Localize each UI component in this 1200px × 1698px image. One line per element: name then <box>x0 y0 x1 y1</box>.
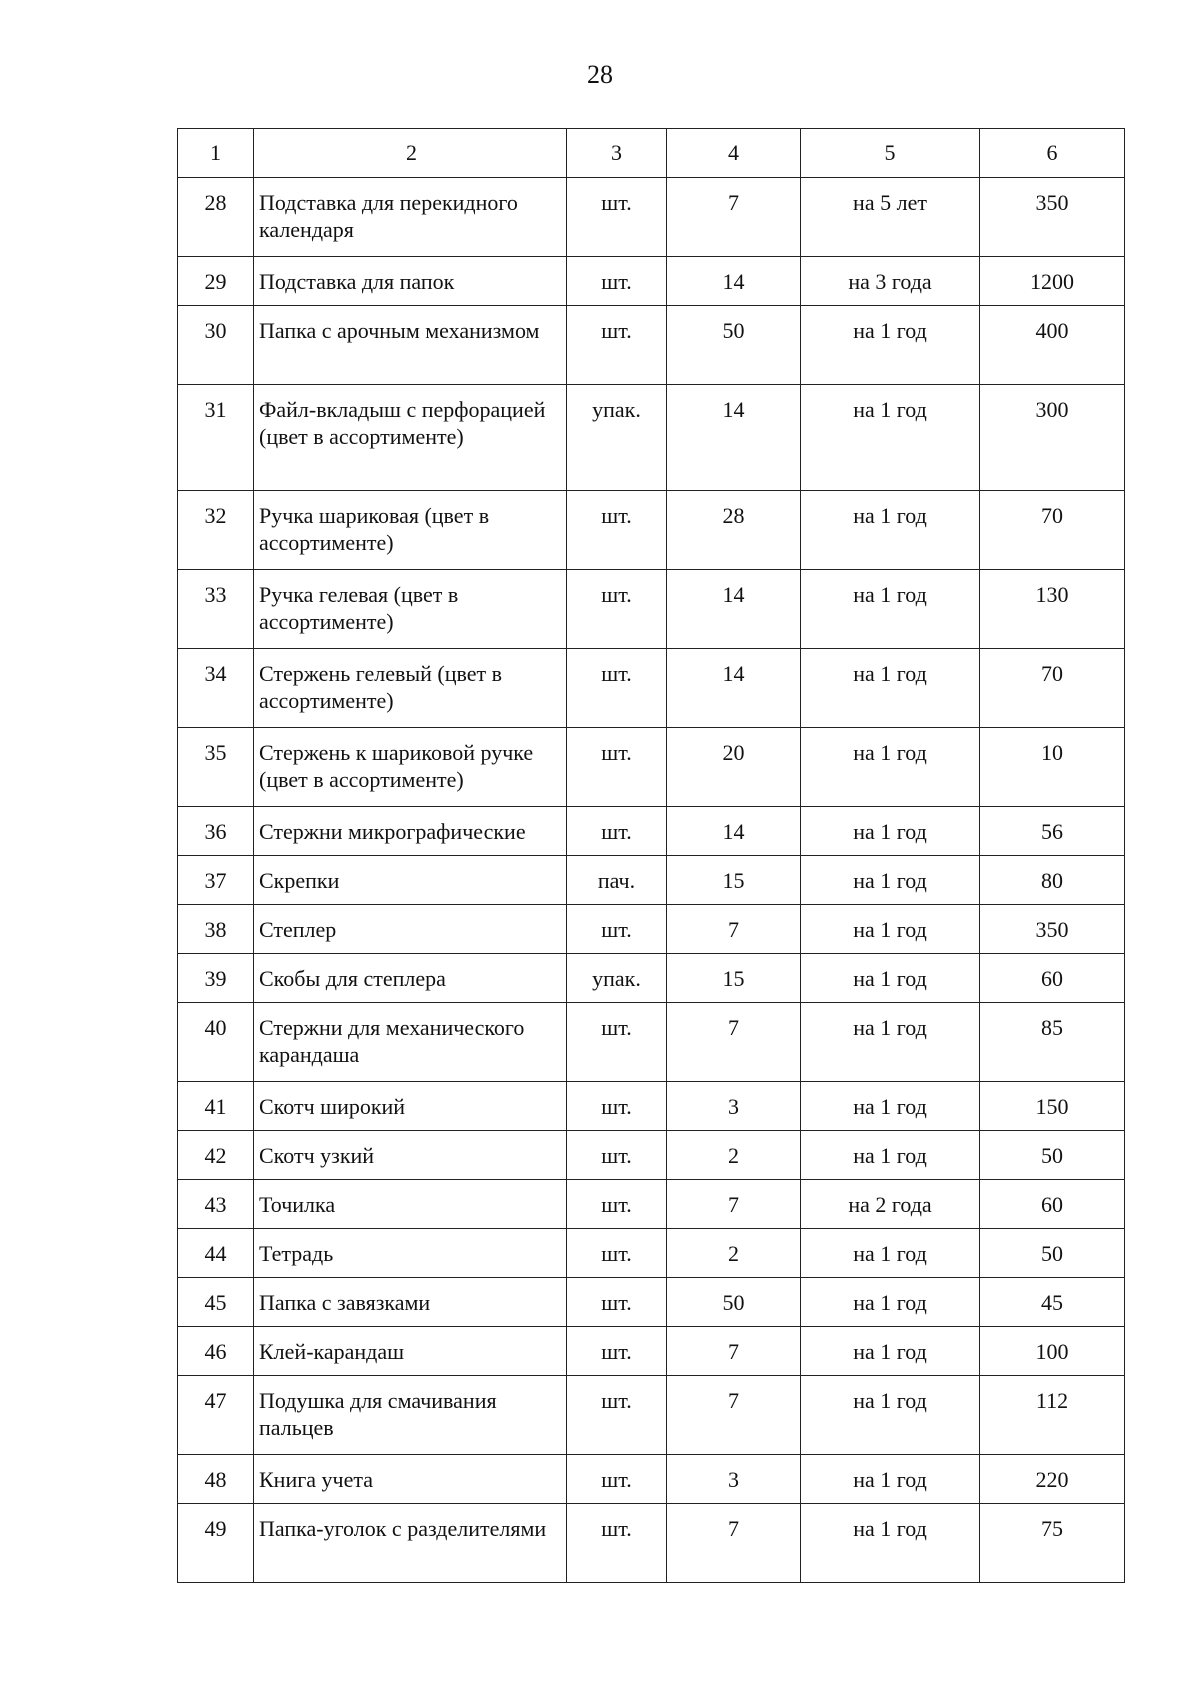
row-number-cell: 39 <box>178 954 254 1003</box>
quantity-cell: 14 <box>667 257 801 306</box>
price-cell: 50 <box>980 1131 1125 1180</box>
period-cell: на 1 год <box>801 1131 980 1180</box>
price-cell: 300 <box>980 385 1125 491</box>
table-row <box>178 728 1125 807</box>
item-name-cell: Подушка для смачивания пальцев <box>254 1376 567 1455</box>
table-row <box>178 1131 1125 1180</box>
table-row <box>178 385 1125 491</box>
unit-cell: пач. <box>567 856 667 905</box>
item-name-cell: Стержень гелевый (цвет в ассортименте) <box>254 649 567 728</box>
quantity-cell: 14 <box>667 570 801 649</box>
unit-cell: шт. <box>567 1327 667 1376</box>
unit-cell: упак. <box>567 954 667 1003</box>
quantity-cell: 3 <box>667 1082 801 1131</box>
unit-cell: шт. <box>567 1504 667 1583</box>
unit-cell: шт. <box>567 1455 667 1504</box>
table-row <box>178 1003 1125 1082</box>
table-row <box>178 1504 1125 1583</box>
table-row <box>178 1180 1125 1229</box>
price-cell: 56 <box>980 807 1125 856</box>
period-cell: на 1 год <box>801 1455 980 1504</box>
item-name-cell: Скобы для степлера <box>254 954 567 1003</box>
item-name-cell: Скотч узкий <box>254 1131 567 1180</box>
period-cell: на 1 год <box>801 856 980 905</box>
item-name-cell: Стержни для механического карандаша <box>254 1003 567 1082</box>
table-row <box>178 1376 1125 1455</box>
quantity-cell: 28 <box>667 491 801 570</box>
period-cell: на 1 год <box>801 1003 980 1082</box>
price-cell: 45 <box>980 1278 1125 1327</box>
row-number-cell: 31 <box>178 385 254 491</box>
unit-cell: шт. <box>567 178 667 257</box>
table-row <box>178 491 1125 570</box>
price-cell: 60 <box>980 1180 1125 1229</box>
header-cell-3: 3 <box>567 129 667 178</box>
quantity-cell: 15 <box>667 856 801 905</box>
quantity-cell: 7 <box>667 1376 801 1455</box>
header-row <box>178 129 1125 178</box>
row-number-cell: 28 <box>178 178 254 257</box>
price-cell: 350 <box>980 178 1125 257</box>
item-name-cell: Подставка для перекидного календаря <box>254 178 567 257</box>
unit-cell: шт. <box>567 1180 667 1229</box>
unit-cell: шт. <box>567 570 667 649</box>
unit-cell: упак. <box>567 385 667 491</box>
row-number-cell: 38 <box>178 905 254 954</box>
period-cell: на 1 год <box>801 728 980 807</box>
row-number-cell: 46 <box>178 1327 254 1376</box>
unit-cell: шт. <box>567 306 667 385</box>
table-row <box>178 257 1125 306</box>
unit-cell: шт. <box>567 1376 667 1455</box>
unit-cell: шт. <box>567 1003 667 1082</box>
price-cell: 70 <box>980 491 1125 570</box>
quantity-cell: 50 <box>667 306 801 385</box>
quantity-cell: 14 <box>667 649 801 728</box>
row-number-cell: 49 <box>178 1504 254 1583</box>
quantity-cell: 7 <box>667 1003 801 1082</box>
row-number-cell: 37 <box>178 856 254 905</box>
row-number-cell: 43 <box>178 1180 254 1229</box>
unit-cell: шт. <box>567 1131 667 1180</box>
price-cell: 130 <box>980 570 1125 649</box>
row-number-cell: 29 <box>178 257 254 306</box>
item-name-cell: Файл-вкладыш с перфорацией (цвет в ассортименте) <box>254 385 567 491</box>
row-number-cell: 41 <box>178 1082 254 1131</box>
item-name-cell: Книга учета <box>254 1455 567 1504</box>
price-cell: 350 <box>980 905 1125 954</box>
quantity-cell: 7 <box>667 1327 801 1376</box>
period-cell: на 5 лет <box>801 178 980 257</box>
period-cell: на 1 год <box>801 1229 980 1278</box>
item-name-cell: Скотч широкий <box>254 1082 567 1131</box>
row-number-cell: 32 <box>178 491 254 570</box>
table-row <box>178 306 1125 385</box>
period-cell: на 1 год <box>801 385 980 491</box>
quantity-cell: 7 <box>667 1180 801 1229</box>
table-row <box>178 954 1125 1003</box>
row-number-cell: 33 <box>178 570 254 649</box>
item-name-cell: Стержни микрографические <box>254 807 567 856</box>
quantity-cell: 50 <box>667 1278 801 1327</box>
header-cell-2: 2 <box>254 129 567 178</box>
unit-cell: шт. <box>567 649 667 728</box>
item-name-cell: Степлер <box>254 905 567 954</box>
row-number-cell: 36 <box>178 807 254 856</box>
price-cell: 85 <box>980 1003 1125 1082</box>
price-cell: 70 <box>980 649 1125 728</box>
row-number-cell: 48 <box>178 1455 254 1504</box>
item-name-cell: Скрепки <box>254 856 567 905</box>
item-name-cell: Подставка для папок <box>254 257 567 306</box>
period-cell: на 1 год <box>801 954 980 1003</box>
price-cell: 112 <box>980 1376 1125 1455</box>
quantity-cell: 20 <box>667 728 801 807</box>
period-cell: на 1 год <box>801 306 980 385</box>
table-row <box>178 1278 1125 1327</box>
row-number-cell: 47 <box>178 1376 254 1455</box>
period-cell: на 1 год <box>801 905 980 954</box>
period-cell: на 1 год <box>801 1504 980 1583</box>
table-row <box>178 905 1125 954</box>
table-row <box>178 1082 1125 1131</box>
quantity-cell: 2 <box>667 1131 801 1180</box>
row-number-cell: 35 <box>178 728 254 807</box>
quantity-cell: 2 <box>667 1229 801 1278</box>
item-name-cell: Клей-карандаш <box>254 1327 567 1376</box>
unit-cell: шт. <box>567 728 667 807</box>
price-cell: 400 <box>980 306 1125 385</box>
table-row <box>178 807 1125 856</box>
period-cell: на 1 год <box>801 1082 980 1131</box>
page-number: 28 <box>587 60 613 89</box>
table-row <box>178 1327 1125 1376</box>
period-cell: на 1 год <box>801 491 980 570</box>
header-cell-6: 6 <box>980 129 1125 178</box>
price-cell: 10 <box>980 728 1125 807</box>
table-row <box>178 1455 1125 1504</box>
price-cell: 50 <box>980 1229 1125 1278</box>
period-cell: на 1 год <box>801 807 980 856</box>
item-name-cell: Папка-уголок с разделителями <box>254 1504 567 1583</box>
quantity-cell: 7 <box>667 1504 801 1583</box>
unit-cell: шт. <box>567 905 667 954</box>
item-name-cell: Ручка гелевая (цвет в ассортименте) <box>254 570 567 649</box>
row-number-cell: 45 <box>178 1278 254 1327</box>
row-number-cell: 40 <box>178 1003 254 1082</box>
price-cell: 80 <box>980 856 1125 905</box>
unit-cell: шт. <box>567 491 667 570</box>
item-name-cell: Ручка шариковая (цвет в ассортименте) <box>254 491 567 570</box>
item-name-cell: Папка с завязками <box>254 1278 567 1327</box>
price-cell: 100 <box>980 1327 1125 1376</box>
unit-cell: шт. <box>567 1082 667 1131</box>
unit-cell: шт. <box>567 257 667 306</box>
price-cell: 60 <box>980 954 1125 1003</box>
item-name-cell: Тетрадь <box>254 1229 567 1278</box>
table-row <box>178 856 1125 905</box>
table-row <box>178 1229 1125 1278</box>
supplies-table <box>177 128 1125 1583</box>
header-cell-5: 5 <box>801 129 980 178</box>
period-cell: на 1 год <box>801 1376 980 1455</box>
table-row <box>178 570 1125 649</box>
item-name-cell: Папка с арочным механизмом <box>254 306 567 385</box>
price-cell: 220 <box>980 1455 1125 1504</box>
quantity-cell: 7 <box>667 178 801 257</box>
quantity-cell: 14 <box>667 807 801 856</box>
period-cell: на 1 год <box>801 649 980 728</box>
header-cell-4: 4 <box>667 129 801 178</box>
row-number-cell: 30 <box>178 306 254 385</box>
quantity-cell: 15 <box>667 954 801 1003</box>
unit-cell: шт. <box>567 1278 667 1327</box>
price-cell: 150 <box>980 1082 1125 1131</box>
unit-cell: шт. <box>567 1229 667 1278</box>
row-number-cell: 44 <box>178 1229 254 1278</box>
period-cell: на 3 года <box>801 257 980 306</box>
quantity-cell: 14 <box>667 385 801 491</box>
row-number-cell: 34 <box>178 649 254 728</box>
quantity-cell: 3 <box>667 1455 801 1504</box>
item-name-cell: Стержень к шариковой ручке (цвет в ассортименте) <box>254 728 567 807</box>
table-row <box>178 649 1125 728</box>
period-cell: на 1 год <box>801 1327 980 1376</box>
price-cell: 75 <box>980 1504 1125 1583</box>
header-cell-1: 1 <box>178 129 254 178</box>
unit-cell: шт. <box>567 807 667 856</box>
item-name-cell: Точилка <box>254 1180 567 1229</box>
row-number-cell: 42 <box>178 1131 254 1180</box>
period-cell: на 1 год <box>801 570 980 649</box>
period-cell: на 2 года <box>801 1180 980 1229</box>
period-cell: на 1 год <box>801 1278 980 1327</box>
quantity-cell: 7 <box>667 905 801 954</box>
price-cell: 1200 <box>980 257 1125 306</box>
table-body <box>178 129 1125 1583</box>
table-row <box>178 178 1125 257</box>
